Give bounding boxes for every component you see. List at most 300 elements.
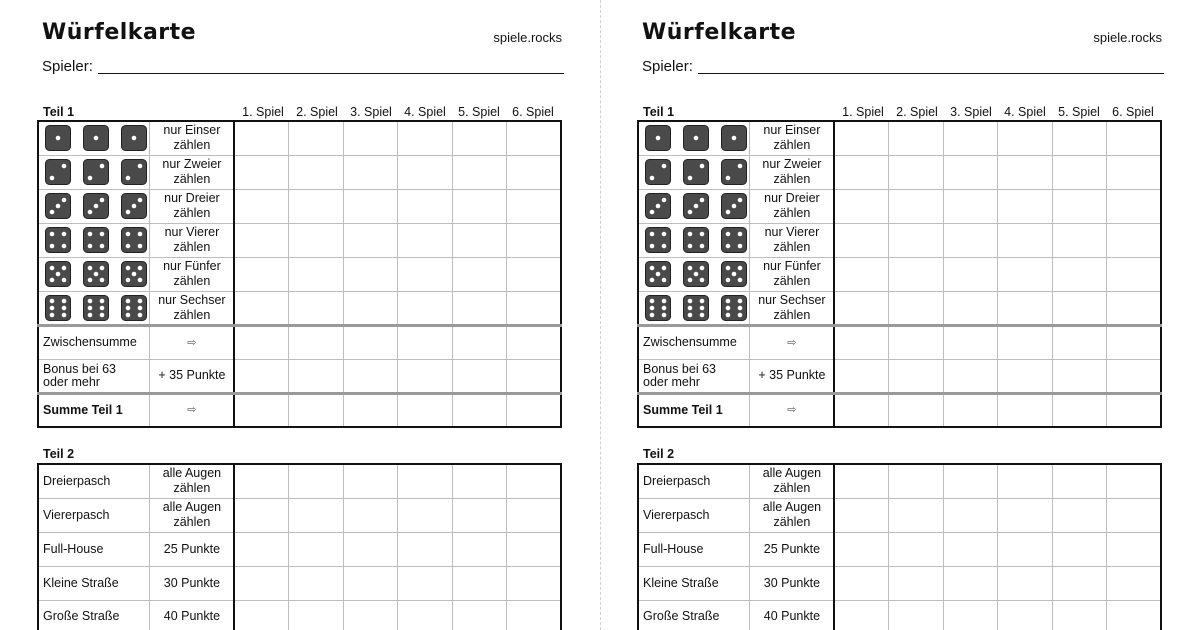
score-cell-game-1[interactable] <box>234 257 288 291</box>
score-cell-game-3[interactable] <box>943 155 997 189</box>
category-label: Kleine Straße <box>38 566 150 600</box>
text-line: zählen <box>173 515 211 529</box>
score-cell-game-4[interactable] <box>398 189 452 223</box>
total-row <box>38 325 561 359</box>
score-sheet-right <box>600 0 1200 630</box>
score-cell-game-4[interactable] <box>398 223 452 257</box>
score-cell-game-3[interactable] <box>343 121 397 155</box>
score-cell-game-3[interactable] <box>343 498 397 532</box>
score-cell-game-2[interactable] <box>289 257 343 291</box>
score-cell-game-3[interactable] <box>343 566 397 600</box>
score-cell-game-1[interactable] <box>234 121 288 155</box>
score-cell-game-3[interactable] <box>343 393 397 427</box>
score-cell-game-2[interactable] <box>289 498 343 532</box>
score-cell-game-3[interactable] <box>343 532 397 566</box>
player-name-field[interactable] <box>698 73 1164 74</box>
score-cell-game-1[interactable] <box>834 566 888 600</box>
text-line: zählen <box>773 206 811 220</box>
score-cell-game-6[interactable] <box>1107 393 1161 427</box>
category-description <box>750 155 835 189</box>
total-row <box>638 393 1161 427</box>
die-1-icon <box>721 125 747 151</box>
score-cell-game-2[interactable] <box>289 223 343 257</box>
score-cell-game-1[interactable] <box>234 464 288 498</box>
text-line: nur Sechser <box>758 292 826 307</box>
category-description <box>150 223 235 257</box>
score-cell-game-3[interactable] <box>343 464 397 498</box>
die-3-icon <box>121 193 147 219</box>
score-cell-game-1[interactable] <box>834 393 888 427</box>
table-row <box>38 498 561 532</box>
score-cell-game-1[interactable] <box>234 325 288 359</box>
score-cell-game-2[interactable] <box>289 359 343 393</box>
score-cell-game-1[interactable] <box>834 464 888 498</box>
score-cell-game-1[interactable] <box>234 566 288 600</box>
dice-cell <box>38 223 150 257</box>
total-description <box>150 325 235 359</box>
score-cell-game-5[interactable] <box>1052 121 1106 155</box>
score-cell-game-2[interactable] <box>889 566 943 600</box>
total-row <box>38 359 561 393</box>
score-cell-game-5[interactable] <box>452 464 506 498</box>
part2-table <box>37 463 562 630</box>
total-description <box>150 393 235 427</box>
text-line: 25 Punkte <box>163 541 221 556</box>
score-cell-game-4[interactable] <box>998 189 1052 223</box>
score-cell-game-4[interactable] <box>398 291 452 325</box>
table-row <box>38 189 561 223</box>
score-cell-game-6[interactable] <box>1107 257 1161 291</box>
score-cell-game-4[interactable] <box>398 498 452 532</box>
score-cell-game-3[interactable] <box>943 121 997 155</box>
category-description <box>150 155 235 189</box>
score-cell-game-5[interactable] <box>452 155 506 189</box>
die-3-icon <box>83 193 109 219</box>
score-cell-game-1[interactable] <box>834 291 888 325</box>
die-4-icon <box>683 227 709 253</box>
die-1-icon <box>645 125 671 151</box>
score-cell-game-5[interactable] <box>452 566 506 600</box>
text-line: Zwischensumme <box>643 335 737 349</box>
dice-cell <box>638 121 750 155</box>
score-cell-game-5[interactable] <box>452 223 506 257</box>
score-cell-game-1[interactable] <box>834 532 888 566</box>
dice-group <box>43 125 149 151</box>
score-cell-game-3[interactable] <box>343 155 397 189</box>
table-row <box>38 566 561 600</box>
score-cell-game-6[interactable] <box>1107 532 1161 566</box>
score-cell-game-4[interactable] <box>398 155 452 189</box>
score-cell-game-2[interactable] <box>889 600 943 630</box>
score-cell-game-6[interactable] <box>507 498 561 532</box>
category-description <box>750 291 835 325</box>
score-cell-game-5[interactable] <box>452 257 506 291</box>
score-cell-game-2[interactable] <box>289 189 343 223</box>
score-cell-game-6[interactable] <box>507 359 561 393</box>
score-cell-game-3[interactable] <box>943 566 997 600</box>
text-line: 25 Punkte <box>763 541 821 556</box>
score-cell-game-4[interactable] <box>998 223 1052 257</box>
score-cell-game-5[interactable] <box>452 291 506 325</box>
game-column-header: 2. Spiel <box>896 105 938 119</box>
dice-cell <box>38 257 150 291</box>
text-line: zählen <box>773 240 811 254</box>
score-cell-game-4[interactable] <box>398 393 452 427</box>
dice-cell <box>38 121 150 155</box>
text-line: Bonus bei 63 <box>43 361 116 376</box>
score-cell-game-1[interactable] <box>234 359 288 393</box>
die-5-icon <box>645 261 671 287</box>
score-cell-game-2[interactable] <box>889 223 943 257</box>
score-cell-game-2[interactable] <box>889 155 943 189</box>
score-cell-game-5[interactable] <box>1052 189 1106 223</box>
score-cell-game-6[interactable] <box>1107 155 1161 189</box>
dice-cell <box>638 155 750 189</box>
category-description <box>150 464 235 498</box>
score-cell-game-1[interactable] <box>834 498 888 532</box>
score-cell-game-6[interactable] <box>507 189 561 223</box>
table-row <box>38 600 561 630</box>
score-cell-game-4[interactable] <box>998 498 1052 532</box>
score-cell-game-1[interactable] <box>234 498 288 532</box>
text-line: alle Augen <box>762 500 822 514</box>
score-cell-game-4[interactable] <box>398 257 452 291</box>
category-description <box>750 566 835 600</box>
score-cell-game-3[interactable] <box>943 393 997 427</box>
score-cell-game-3[interactable] <box>343 325 397 359</box>
score-cell-game-5[interactable] <box>452 325 506 359</box>
score-cell-game-5[interactable] <box>1052 155 1106 189</box>
score-cell-game-2[interactable] <box>289 121 343 155</box>
category-description <box>750 464 835 498</box>
part2-label: Teil 2 <box>43 447 75 461</box>
score-cell-game-1[interactable] <box>834 189 888 223</box>
score-cell-game-5[interactable] <box>1052 393 1106 427</box>
score-cell-game-4[interactable] <box>998 121 1052 155</box>
score-cell-game-4[interactable] <box>398 464 452 498</box>
score-cell-game-3[interactable] <box>943 532 997 566</box>
score-cell-game-2[interactable] <box>289 464 343 498</box>
category-label: Kleine Straße <box>638 566 750 600</box>
game-column-header: 4. Spiel <box>404 105 446 119</box>
die-4-icon <box>121 227 147 253</box>
die-6-icon <box>45 295 71 321</box>
score-cell-game-6[interactable] <box>507 121 561 155</box>
score-cell-game-2[interactable] <box>889 325 943 359</box>
score-cell-game-6[interactable] <box>507 600 561 630</box>
score-cell-game-4[interactable] <box>998 257 1052 291</box>
score-cell-game-2[interactable] <box>889 498 943 532</box>
score-cell-game-4[interactable] <box>998 532 1052 566</box>
score-cell-game-2[interactable] <box>289 566 343 600</box>
category-description <box>150 189 235 223</box>
score-cell-game-3[interactable] <box>943 223 997 257</box>
part2-label: Teil 2 <box>643 447 675 461</box>
score-cell-game-5[interactable] <box>452 189 506 223</box>
score-cell-game-6[interactable] <box>1107 464 1161 498</box>
score-cell-game-3[interactable] <box>343 291 397 325</box>
score-cell-game-6[interactable] <box>1107 600 1161 630</box>
score-cell-game-6[interactable] <box>1107 566 1161 600</box>
category-description <box>150 498 235 532</box>
part1-table <box>637 120 1162 428</box>
score-cell-game-5[interactable] <box>1052 600 1106 630</box>
score-cell-game-5[interactable] <box>1052 464 1106 498</box>
die-6-icon <box>721 295 747 321</box>
score-cell-game-5[interactable] <box>1052 257 1106 291</box>
score-cell-game-2[interactable] <box>889 532 943 566</box>
score-cell-game-4[interactable] <box>998 393 1052 427</box>
score-cell-game-2[interactable] <box>889 121 943 155</box>
total-row <box>638 359 1161 393</box>
score-cell-game-4[interactable] <box>398 600 452 630</box>
text-line: zählen <box>173 240 211 254</box>
die-5-icon <box>683 261 709 287</box>
player-name-field[interactable] <box>98 73 564 74</box>
category-description <box>150 291 235 325</box>
dice-group <box>43 159 149 185</box>
die-5-icon <box>721 261 747 287</box>
die-2-icon <box>121 159 147 185</box>
score-cell-game-4[interactable] <box>398 566 452 600</box>
category-label: Große Straße <box>38 600 150 630</box>
score-cell-game-2[interactable] <box>889 257 943 291</box>
category-description <box>150 600 235 630</box>
score-cell-game-5[interactable] <box>1052 223 1106 257</box>
die-3-icon <box>683 193 709 219</box>
table-row <box>638 257 1161 291</box>
score-cell-game-5[interactable] <box>452 600 506 630</box>
die-2-icon <box>645 159 671 185</box>
category-description <box>150 121 235 155</box>
table-row <box>638 155 1161 189</box>
score-cell-game-5[interactable] <box>1052 359 1106 393</box>
die-6-icon <box>645 295 671 321</box>
category-label: Große Straße <box>638 600 750 630</box>
die-4-icon <box>45 227 71 253</box>
score-cell-game-3[interactable] <box>943 325 997 359</box>
score-cell-game-6[interactable] <box>507 464 561 498</box>
table-row <box>638 566 1161 600</box>
score-cell-game-3[interactable] <box>343 359 397 393</box>
score-cell-game-6[interactable] <box>507 223 561 257</box>
score-cell-game-5[interactable] <box>1052 566 1106 600</box>
sheet-title: Würfelkarte <box>642 20 797 45</box>
score-cell-game-3[interactable] <box>943 600 997 630</box>
score-cell-game-6[interactable] <box>1107 189 1161 223</box>
score-cell-game-1[interactable] <box>834 359 888 393</box>
score-cell-game-2[interactable] <box>889 393 943 427</box>
score-cell-game-6[interactable] <box>1107 325 1161 359</box>
game-column-header: 1. Spiel <box>242 105 284 119</box>
total-description <box>750 393 835 427</box>
score-cell-game-4[interactable] <box>998 155 1052 189</box>
text-line: alle Augen <box>162 466 222 481</box>
bonus-text: + 35 Punkte <box>158 368 226 382</box>
score-cell-game-1[interactable] <box>834 223 888 257</box>
dice-cell <box>638 189 750 223</box>
text-line: Summe Teil 1 <box>43 402 123 417</box>
category-label: Viererpasch <box>638 498 750 532</box>
total-label <box>638 393 750 427</box>
die-3-icon <box>645 193 671 219</box>
table-row <box>638 189 1161 223</box>
score-cell-game-5[interactable] <box>1052 532 1106 566</box>
score-cell-game-2[interactable] <box>889 464 943 498</box>
score-cell-game-1[interactable] <box>234 155 288 189</box>
text-line: 30 Punkte <box>163 575 221 590</box>
die-3-icon <box>721 193 747 219</box>
score-cell-game-6[interactable] <box>507 393 561 427</box>
score-cell-game-6[interactable] <box>1107 223 1161 257</box>
score-cell-game-4[interactable] <box>398 532 452 566</box>
text-line: nur Fünfer <box>763 259 821 273</box>
score-cell-game-5[interactable] <box>1052 498 1106 532</box>
score-cell-game-6[interactable] <box>507 325 561 359</box>
score-cell-game-3[interactable] <box>343 257 397 291</box>
score-cell-game-2[interactable] <box>289 532 343 566</box>
score-cell-game-4[interactable] <box>998 291 1052 325</box>
table-row <box>638 532 1161 566</box>
text-line: zählen <box>173 138 211 153</box>
die-5-icon <box>45 261 71 287</box>
text-line: zählen <box>773 307 811 322</box>
game-column-header: 6. Spiel <box>1112 105 1154 119</box>
score-cell-game-4[interactable] <box>998 566 1052 600</box>
text-line: nur Einser <box>763 123 821 138</box>
score-cell-game-2[interactable] <box>289 325 343 359</box>
die-6-icon <box>121 295 147 321</box>
table-row <box>38 121 561 155</box>
dice-group <box>643 295 749 321</box>
dice-group <box>43 193 149 219</box>
score-cell-game-2[interactable] <box>289 155 343 189</box>
text-line: nur Dreier <box>764 191 820 205</box>
score-cell-game-5[interactable] <box>452 498 506 532</box>
score-cell-game-5[interactable] <box>1052 291 1106 325</box>
score-cell-game-4[interactable] <box>998 464 1052 498</box>
score-cell-game-4[interactable] <box>398 121 452 155</box>
text-line: zählen <box>773 172 811 186</box>
score-cell-game-1[interactable] <box>834 257 888 291</box>
score-cell-game-1[interactable] <box>834 600 888 630</box>
dice-group <box>643 227 749 253</box>
score-cell-game-6[interactable] <box>507 257 561 291</box>
score-cell-game-1[interactable] <box>234 393 288 427</box>
part1-table <box>37 120 562 428</box>
text-line: Bonus bei 63 <box>643 361 716 376</box>
category-label: Dreierpasch <box>638 464 750 498</box>
total-label <box>38 393 150 427</box>
die-2-icon <box>83 159 109 185</box>
score-cell-game-6[interactable] <box>1107 498 1161 532</box>
score-cell-game-2[interactable] <box>889 189 943 223</box>
score-cell-game-3[interactable] <box>943 291 997 325</box>
brand-name: spiele.rocks <box>1093 30 1162 45</box>
game-column-header: 3. Spiel <box>950 105 992 119</box>
score-cell-game-2[interactable] <box>889 291 943 325</box>
score-cell-game-4[interactable] <box>398 359 452 393</box>
score-cell-game-3[interactable] <box>343 223 397 257</box>
total-description <box>750 325 835 359</box>
score-cell-game-3[interactable] <box>943 464 997 498</box>
score-cell-game-2[interactable] <box>289 600 343 630</box>
table-row <box>38 223 561 257</box>
score-cell-game-1[interactable] <box>834 325 888 359</box>
die-1-icon <box>83 125 109 151</box>
score-cell-game-1[interactable] <box>834 121 888 155</box>
dice-cell <box>638 291 750 325</box>
dice-cell <box>38 189 150 223</box>
score-cell-game-4[interactable] <box>998 359 1052 393</box>
dice-cell <box>638 257 750 291</box>
score-cell-game-5[interactable] <box>452 121 506 155</box>
score-cell-game-6[interactable] <box>507 291 561 325</box>
score-cell-game-6[interactable] <box>507 532 561 566</box>
score-cell-game-6[interactable] <box>507 155 561 189</box>
score-cell-game-5[interactable] <box>1052 325 1106 359</box>
die-2-icon <box>721 159 747 185</box>
score-cell-game-1[interactable] <box>234 223 288 257</box>
score-cell-game-3[interactable] <box>943 359 997 393</box>
score-cell-game-1[interactable] <box>234 532 288 566</box>
category-description <box>150 532 235 566</box>
score-cell-game-3[interactable] <box>943 498 997 532</box>
score-cell-game-5[interactable] <box>452 532 506 566</box>
score-cell-game-1[interactable] <box>234 291 288 325</box>
score-cell-game-2[interactable] <box>889 359 943 393</box>
score-cell-game-4[interactable] <box>998 325 1052 359</box>
total-description <box>750 359 835 393</box>
score-cell-game-6[interactable] <box>1107 359 1161 393</box>
game-column-header: 2. Spiel <box>296 105 338 119</box>
die-4-icon <box>721 227 747 253</box>
score-cell-game-6[interactable] <box>1107 121 1161 155</box>
die-5-icon <box>121 261 147 287</box>
score-cell-game-3[interactable] <box>943 189 997 223</box>
die-5-icon <box>83 261 109 287</box>
score-cell-game-5[interactable] <box>452 359 506 393</box>
game-column-header: 5. Spiel <box>1058 105 1100 119</box>
table-row <box>38 257 561 291</box>
score-cell-game-4[interactable] <box>998 600 1052 630</box>
score-cell-game-2[interactable] <box>289 291 343 325</box>
text-line: zählen <box>773 138 811 153</box>
dice-group <box>643 125 749 151</box>
total-label <box>38 359 150 393</box>
score-cell-game-6[interactable] <box>1107 291 1161 325</box>
score-cell-game-4[interactable] <box>398 325 452 359</box>
score-cell-game-2[interactable] <box>289 393 343 427</box>
text-line: Summe Teil 1 <box>643 402 723 417</box>
category-description <box>750 189 835 223</box>
die-2-icon <box>683 159 709 185</box>
player-label: Spieler: <box>642 58 693 75</box>
table-row <box>638 121 1161 155</box>
score-cell-game-3[interactable] <box>343 189 397 223</box>
die-6-icon <box>683 295 709 321</box>
score-cell-game-3[interactable] <box>943 257 997 291</box>
score-cell-game-1[interactable] <box>234 189 288 223</box>
text-line: nur Vierer <box>764 225 820 239</box>
total-label <box>638 359 750 393</box>
score-cell-game-1[interactable] <box>234 600 288 630</box>
total-description <box>150 359 235 393</box>
score-cell-game-1[interactable] <box>834 155 888 189</box>
score-cell-game-6[interactable] <box>507 566 561 600</box>
score-cell-game-3[interactable] <box>343 600 397 630</box>
score-cell-game-5[interactable] <box>452 393 506 427</box>
